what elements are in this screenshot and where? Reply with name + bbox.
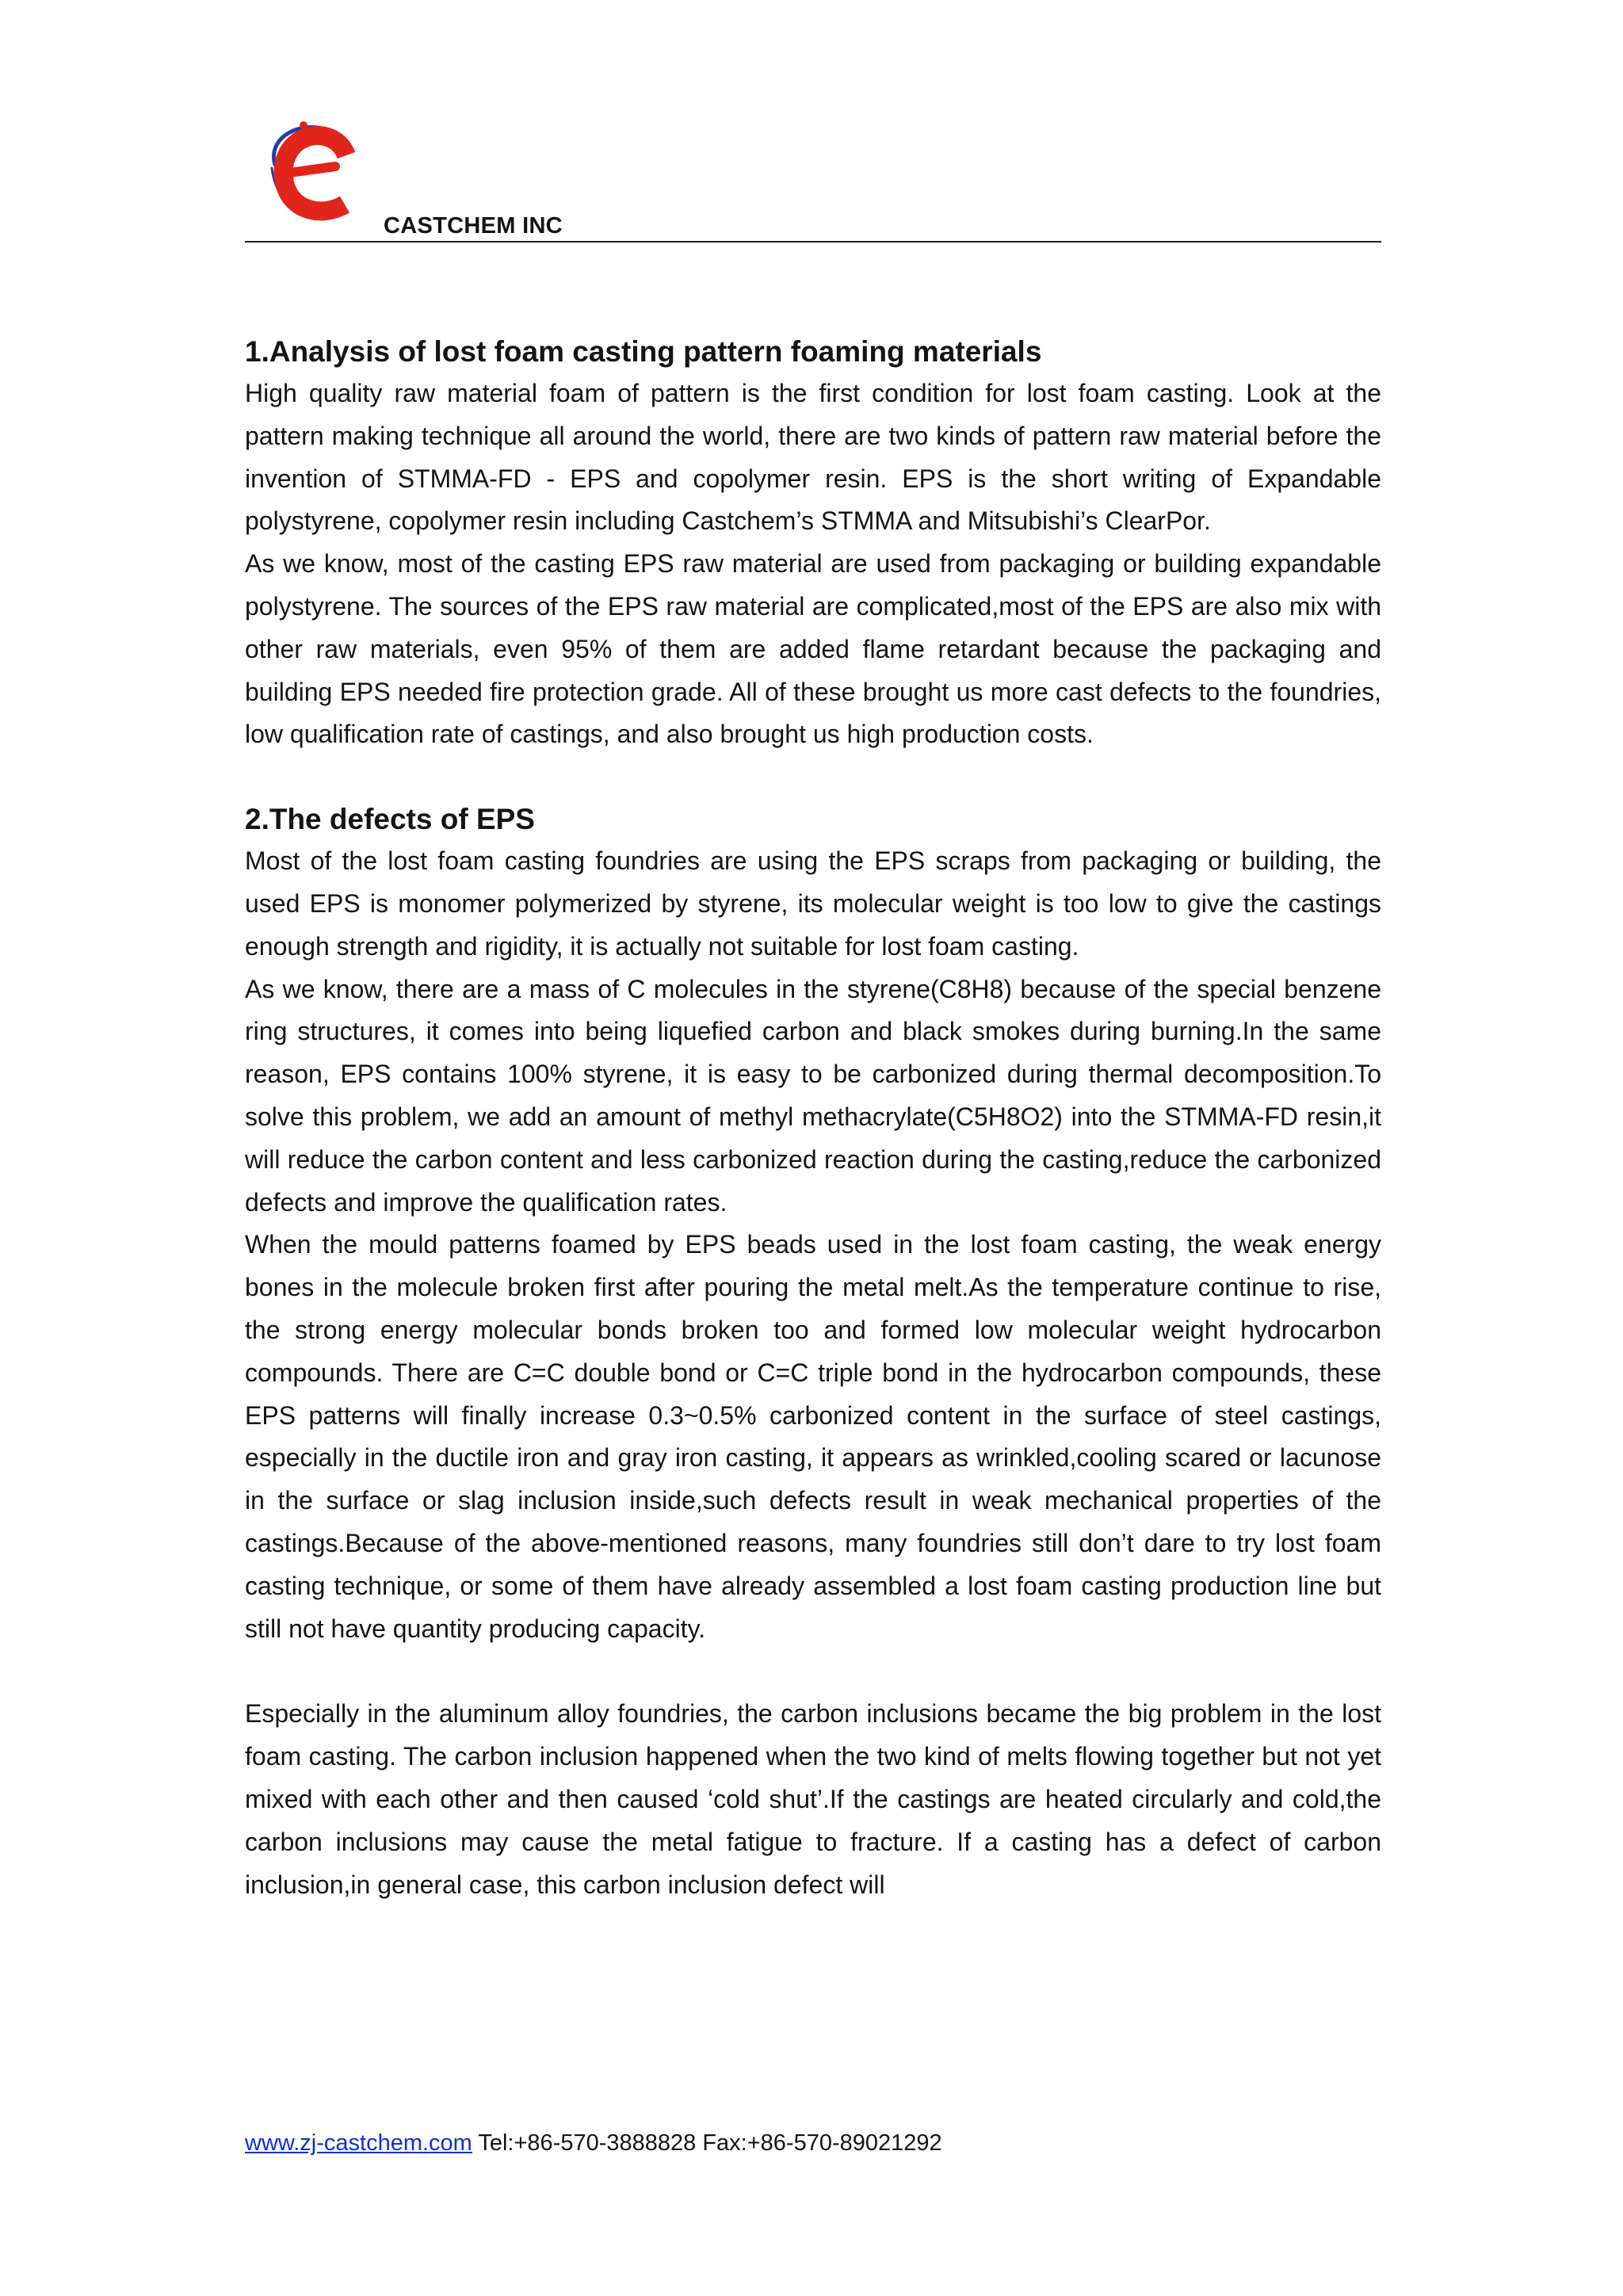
section-2-closing-paragraph: Especially in the aluminum alloy foundries, the carbon inclusions became the big problem in the lost foam casting. The carbon inclusion happened when the two kind of melts flowing together but not yet mixed with each other and then caused ‘cold shut’.If the castings are heated circularly and cold,the carbon inclusions may cause the metal fatigue to fracture. If a casting has a defect of carbon inclusion,in general case, this carbon inclusion defect will [245,1699,1381,1899]
website-link[interactable]: www.zj-castchem.com [245,2130,472,2156]
company-name: CASTCHEM INC [384,213,563,239]
section-1-paragraph-1: High quality raw material foam of pattern is the first condition for lost foam casting. Look at the pattern making technique all around the world, there are two kinds of pattern raw material before the invention of STMMA-FD - EPS and copolymer resin. EPS is the short writing of Expandable polystyrene, copolymer resin including Castchem’s STMMA and Mitsubishi’s ClearPor. [245,379,1381,536]
header-divider [245,241,1381,243]
section-2-paragraph-1: Most of the lost foam casting foundries are using the EPS scraps from packaging or building, the used EPS is monomer polymerized by styrene, its molecular weight is too low to give the castings enough strength and rigidity, it is actually not suitable for lost foam casting. [245,846,1381,961]
paragraph-spacer [245,1650,1381,1693]
section-1-paragraph-2: As we know, most of the casting EPS raw material are used from packaging or building expandable polystyrene. The sources of the EPS raw material are complicated,most of the EPS are also mix with other raw materials, even 95% of them are added flame retardant because the packaging and building EPS needed fire protection grade. All of these brought us more cast defects to the foundries, low qualification rate of castings, and also brought us high production costs. [245,549,1381,749]
section-2-paragraph-3: When the mould patterns foamed by EPS beads used in the lost foam casting, the weak energy bones in the molecule broken first after pouring the metal melt.As the temperature continue to rise, the strong energy molecular bonds broken too and formed low molecular weight hydrocarbon compounds. There are C=C double bond or C=C triple bond in the hydrocarbon compounds, these EPS patterns will finally increase 0.3~0.5% carbonized content in the surface of steel castings, especially in the ductile iron and gray iron casting, it appears as wrinkled,cooling scared or lacunose in the surface or slag inclusion inside,such defects result in weak mechanical properties of the castings.Because of the above-mentioned reasons, many foundries still don’t dare to try lost foam casting technique, or some of them have already assembled a lost foam casting production line but still not have quantity producing capacity. [245,1230,1381,1643]
section-1-heading: 1.Analysis of lost foam casting pattern foaming materials [245,335,1042,368]
page-header [245,119,1381,244]
page-footer [245,2130,942,2157]
section-spacer [245,756,1381,799]
section-2-heading: 2.The defects of EPS [245,803,535,836]
contact-info: Tel:+86-570-3888828 Fax:+86-570-89021292 [472,2130,942,2156]
document-body [245,331,1381,1906]
castchem-c-logo-icon [258,119,361,226]
section-2-paragraph-2: As we know, there are a mass of C molecules in the styrene(C8H8) because of the special benzene ring structures, it comes into being liquefied carbon and black smokes during burning.In the same reason, EPS contains 100% styrene, it is easy to be carbonized during thermal decomposition.To solve this problem, we add an amount of methyl methacrylate(C5H8O2) into the STMMA-FD resin,it will reduce the carbon content and less carbonized reaction during the casting,reduce the carbonized defects and improve the qualification rates. [245,974,1381,1217]
